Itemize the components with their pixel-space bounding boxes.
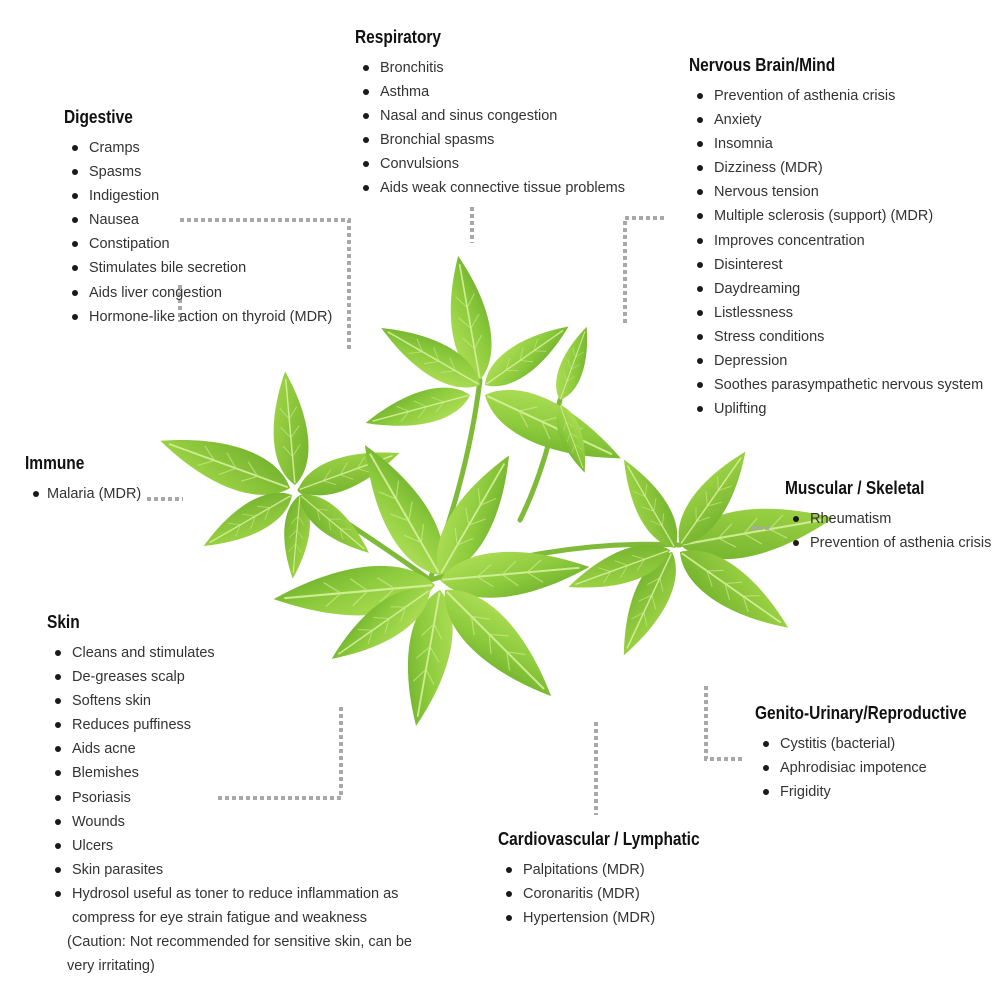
list-item: Reduces puffiness: [47, 713, 467, 737]
genito-heading: Genito-Urinary/Reproductive: [755, 703, 967, 723]
muscular-heading: Muscular / Skeletal: [785, 478, 925, 498]
genito-list: [755, 732, 1000, 804]
nervous-section: [689, 55, 983, 421]
list-item: Stress conditions: [689, 325, 983, 349]
list-item: Hormone-like action on thyroid (MDR): [64, 305, 332, 329]
list-item: Depression: [689, 349, 983, 373]
respiratory-section: [355, 27, 625, 201]
list-item: Aids acne: [47, 737, 467, 761]
list-item: Skin parasites: [47, 858, 467, 882]
list-item: Spasms: [64, 160, 332, 184]
list-item: Ulcers: [47, 834, 467, 858]
list-item: Nasal and sinus congestion: [355, 104, 625, 128]
list-item: Multiple sclerosis (support) (MDR): [689, 204, 983, 228]
skin-heading: Skin: [47, 612, 80, 632]
list-item: Constipation: [64, 232, 332, 256]
muscular-section: [785, 478, 991, 555]
digestive-section: [64, 107, 332, 329]
muscular-list: [785, 507, 991, 555]
immune-section: [25, 453, 141, 506]
list-item: Listlessness: [689, 301, 983, 325]
nervous-list: [689, 84, 983, 421]
list-item: Bronchial spasms: [355, 128, 625, 152]
respiratory-list: [355, 56, 625, 201]
list-item: Aphrodisiac impotence: [755, 756, 1000, 780]
list-item: Bronchitis: [355, 56, 625, 80]
list-item: Prevention of asthenia crisis: [689, 84, 983, 108]
nervous-heading: Nervous Brain/Mind: [689, 55, 836, 75]
list-item: Prevention of asthenia crisis: [785, 531, 991, 555]
cardio-list: [498, 858, 732, 930]
list-item: Insomnia: [689, 132, 983, 156]
cardio-heading: Cardiovascular / Lymphatic: [498, 829, 700, 849]
list-item: Disinterest: [689, 253, 983, 277]
list-item: Frigidity: [755, 780, 1000, 804]
genito-section: [755, 703, 1000, 804]
list-item: Nervous tension: [689, 180, 983, 204]
skin-list: [47, 641, 467, 930]
list-item: Nausea: [64, 208, 332, 232]
immune-heading: Immune: [25, 453, 85, 473]
list-item: Palpitations (MDR): [498, 858, 732, 882]
list-item: Hypertension (MDR): [498, 906, 732, 930]
digestive-list: [64, 136, 332, 329]
list-item: Convulsions: [355, 152, 625, 176]
respiratory-heading: Respiratory: [355, 27, 442, 47]
list-item: Dizziness (MDR): [689, 156, 983, 180]
list-item: Cleans and stimulates: [47, 641, 467, 665]
list-item: Wounds: [47, 810, 467, 834]
list-item: Aids liver congestion: [64, 281, 332, 305]
skin-caution-note: (Caution: Not recommended for sensitive skin, can be very irritating): [67, 934, 412, 975]
list-item: Asthma: [355, 80, 625, 104]
list-item: Cramps: [64, 136, 332, 160]
list-item: Hydrosol useful as toner to reduce inflammation as compress for eye strain fatigue and weakness: [47, 882, 452, 930]
list-item: Indigestion: [64, 184, 332, 208]
list-item: Aids weak connective tissue problems: [355, 176, 625, 200]
list-item: Coronaritis (MDR): [498, 882, 732, 906]
list-item: Uplifting: [689, 397, 983, 421]
list-item: Psoriasis: [47, 786, 467, 810]
nervous-connector: [625, 218, 664, 325]
list-item: Cystitis (bacterial): [755, 732, 1000, 756]
list-item: Anxiety: [689, 108, 983, 132]
immune-list: [25, 482, 141, 506]
cardio-section: [498, 829, 732, 930]
list-item: Malaria (MDR): [25, 482, 141, 506]
list-item: Blemishes: [47, 761, 467, 785]
list-item: Improves concentration: [689, 229, 983, 253]
digestive-heading: Digestive: [64, 107, 133, 127]
genito-connector: [706, 686, 742, 759]
list-item: Rheumatism: [785, 507, 991, 531]
list-item: Stimulates bile secretion: [64, 256, 332, 280]
list-item: De-greases scalp: [47, 665, 467, 689]
list-item: Daydreaming: [689, 277, 983, 301]
list-item: Softens skin: [47, 689, 467, 713]
list-item: Soothes parasympathetic nervous system: [689, 373, 983, 397]
skin-section: [47, 612, 467, 978]
